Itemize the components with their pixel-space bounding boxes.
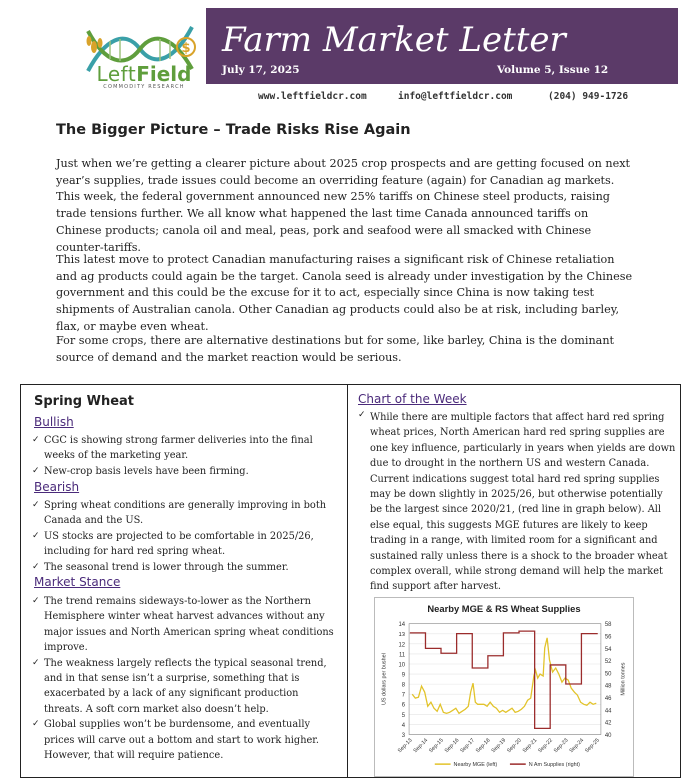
x-tick-label: Sep-17 [459, 737, 476, 755]
chart-of-week-text: While there are multiple factors that affect hard red spring wheat prices, North American hard red spring supplies are one key influence, particularly in years when yields are down due to drought in the northern US and western Canada. Current indications suggest total hard red spring supplies may be down slightly in 2025/26, but otherwise potentially be the largest since 2020/21, (red line in graph below). All else equal, this suggests MGE futures are likely to keep trading in a range, with limited room for a significant and sustained rally unless there is a shock to the broader wheat complex overall, while strong demand will help the market find support after harvest. [370, 412, 676, 593]
x-tick-label: Sep-18 [474, 737, 492, 755]
y-tick-label-right: 46 [604, 696, 612, 703]
series-line-mge [412, 638, 596, 713]
phone-number: (204) 949-1726 [548, 91, 629, 102]
market-stance-label: Market Stance [34, 575, 121, 589]
list-item: ✓ CGC is showing strong farmer deliveries into the final weeks of the marketing year. [32, 433, 338, 464]
spring-wheat-title: Spring Wheat [34, 394, 135, 409]
list-item: ✓ Spring wheat conditions are generally improving in both Canada and the US. [32, 498, 338, 529]
list-item: ✓ Global supplies won’t be burdensome, and eventually prices will carve out a bottom and start to work higher. However, that will require patience. [32, 717, 338, 763]
issue-volume: Volume 5, Issue 12 [497, 64, 609, 76]
x-tick-label: Sep-15 [428, 737, 445, 755]
article-paragraph: Just when we’re getting a clearer picture about 2025 crop prospects and are getting focused on next year’s supplies, trade issues could become an overriding feature (again) for Canadian ag markets. This week, the federal government announced new 25% tariffs on Chinese steel products, raising trade tensions further. We all know what happened the last time Canada announced tariffs on Chinese products; canola oil and meal, peas, pork and seafood were all smacked with Chinese counter-tariffs. [56, 157, 631, 254]
x-tick-label: Sep-21 [521, 737, 539, 755]
series-line-supplies [410, 631, 598, 728]
x-tick-label: Sep-16 [443, 737, 461, 755]
x-tick-label: Sep-23 [552, 737, 570, 755]
check-icon: ✓ [358, 410, 366, 420]
y-tick-label-left: 14 [398, 622, 406, 629]
y-tick-label-left: 5 [401, 712, 406, 719]
x-tick-label: Sep-19 [490, 737, 508, 755]
bullish-label: Bullish [34, 415, 74, 429]
y-axis-label-left: US dollars per bushel [381, 653, 388, 706]
y-tick-label-left: 7 [401, 692, 406, 699]
y-tick-label-left: 12 [398, 642, 406, 649]
list-item: ✓ New-crop basis levels have been firming. [32, 464, 338, 479]
article-paragraph: This latest move to protect Canadian manufacturing raises a significant risk of Chinese retaliation and ag products could again be the target. Canola seed is already under investigation by the Chinese government and this could be the excuse for it to act, especially since China is now taking test shipments of Australian canola. Other Canadian ag products could also be at risk, including barley, flax, or maybe even wheat. [56, 253, 633, 333]
article-heading: The Bigger Picture – Trade Risks Rise Again [56, 122, 411, 138]
x-tick-label: Sep-22 [537, 737, 554, 755]
x-tick-label: Sep-20 [506, 737, 523, 755]
logo-wordmark [88, 62, 200, 90]
list-item: ✓ The seasonal trend is lower through the summer. [32, 560, 338, 575]
list-item: ✓ The trend remains sideways-to-lower as the Northern Hemisphere winter wheat harvest advances without any major issues and North American spring wheat conditions improve. [32, 594, 338, 656]
x-tick-label: Sep-14 [412, 737, 430, 755]
y-tick-label-right: 54 [604, 646, 612, 653]
y-tick-label-left: 8 [401, 682, 406, 689]
chart-title: Nearby MGE & RS Wheat Supplies [427, 602, 581, 614]
logo-left-text: Left [96, 62, 137, 86]
logo-field-text: Field [136, 62, 192, 86]
y-tick-label-right: 48 [604, 683, 612, 690]
bearish-list [32, 498, 338, 575]
x-tick-label: Sep-24 [568, 737, 586, 755]
svg-text:$: $ [181, 41, 191, 56]
x-tick-label: Sep-13 [396, 737, 414, 755]
email-link[interactable]: info@leftfieldcr.com [398, 91, 513, 102]
x-tick-label: Sep-25 [584, 737, 601, 755]
y-tick-label-left: 13 [398, 632, 406, 639]
legend-label-mge: Nearby MGE (left) [453, 762, 498, 769]
website-link[interactable]: www.leftfieldcr.com [258, 91, 367, 102]
y-tick-label-left: 11 [398, 652, 406, 659]
y-tick-label-right: 50 [604, 671, 612, 678]
issue-date: July 17, 2025 [222, 64, 300, 76]
y-tick-label-right: 52 [604, 659, 612, 666]
y-tick-label-left: 10 [398, 662, 406, 669]
y-tick-label-left: 6 [401, 702, 406, 709]
logo-tagline: COMMODITY RESEARCH [103, 84, 185, 90]
y-tick-label-left: 4 [401, 722, 406, 729]
wheat-supply-chart [374, 597, 634, 777]
y-tick-label-left: 9 [401, 672, 406, 679]
y-tick-label-right: 44 [604, 708, 612, 715]
list-item: ✓ US stocks are projected to be comfortable in 2025/26, including for hard red spring wheat. [32, 529, 338, 560]
legend-label-supplies: N Am Supplies (right) [528, 762, 580, 769]
chart-of-week-label: Chart of the Week [358, 392, 467, 406]
article-paragraph: For some crops, there are alternative destinations but for some, like barley, China is the dominant source of demand and the market reaction would be serious. [56, 334, 615, 364]
y-tick-label-right: 56 [604, 634, 612, 641]
newsletter-title: Farm Market Letter [222, 20, 566, 60]
y-tick-label-left: 3 [401, 732, 406, 739]
y-tick-label-right: 42 [604, 720, 612, 727]
y-axis-label-right: Million tonnes [620, 662, 627, 696]
plot-frame [409, 624, 601, 735]
bullish-list [32, 433, 338, 479]
market-stance-list [32, 594, 338, 763]
bearish-label: Bearish [34, 480, 80, 494]
y-tick-label-right: 58 [604, 622, 612, 629]
list-item: ✓ The weakness largely reflects the typical seasonal trend, and in that sense isn’t a surprise, something that is exacerbated by a lack of any significant production threats. A soft corn market also doesn’t help. [32, 656, 338, 718]
y-tick-label-right: 40 [604, 732, 612, 739]
